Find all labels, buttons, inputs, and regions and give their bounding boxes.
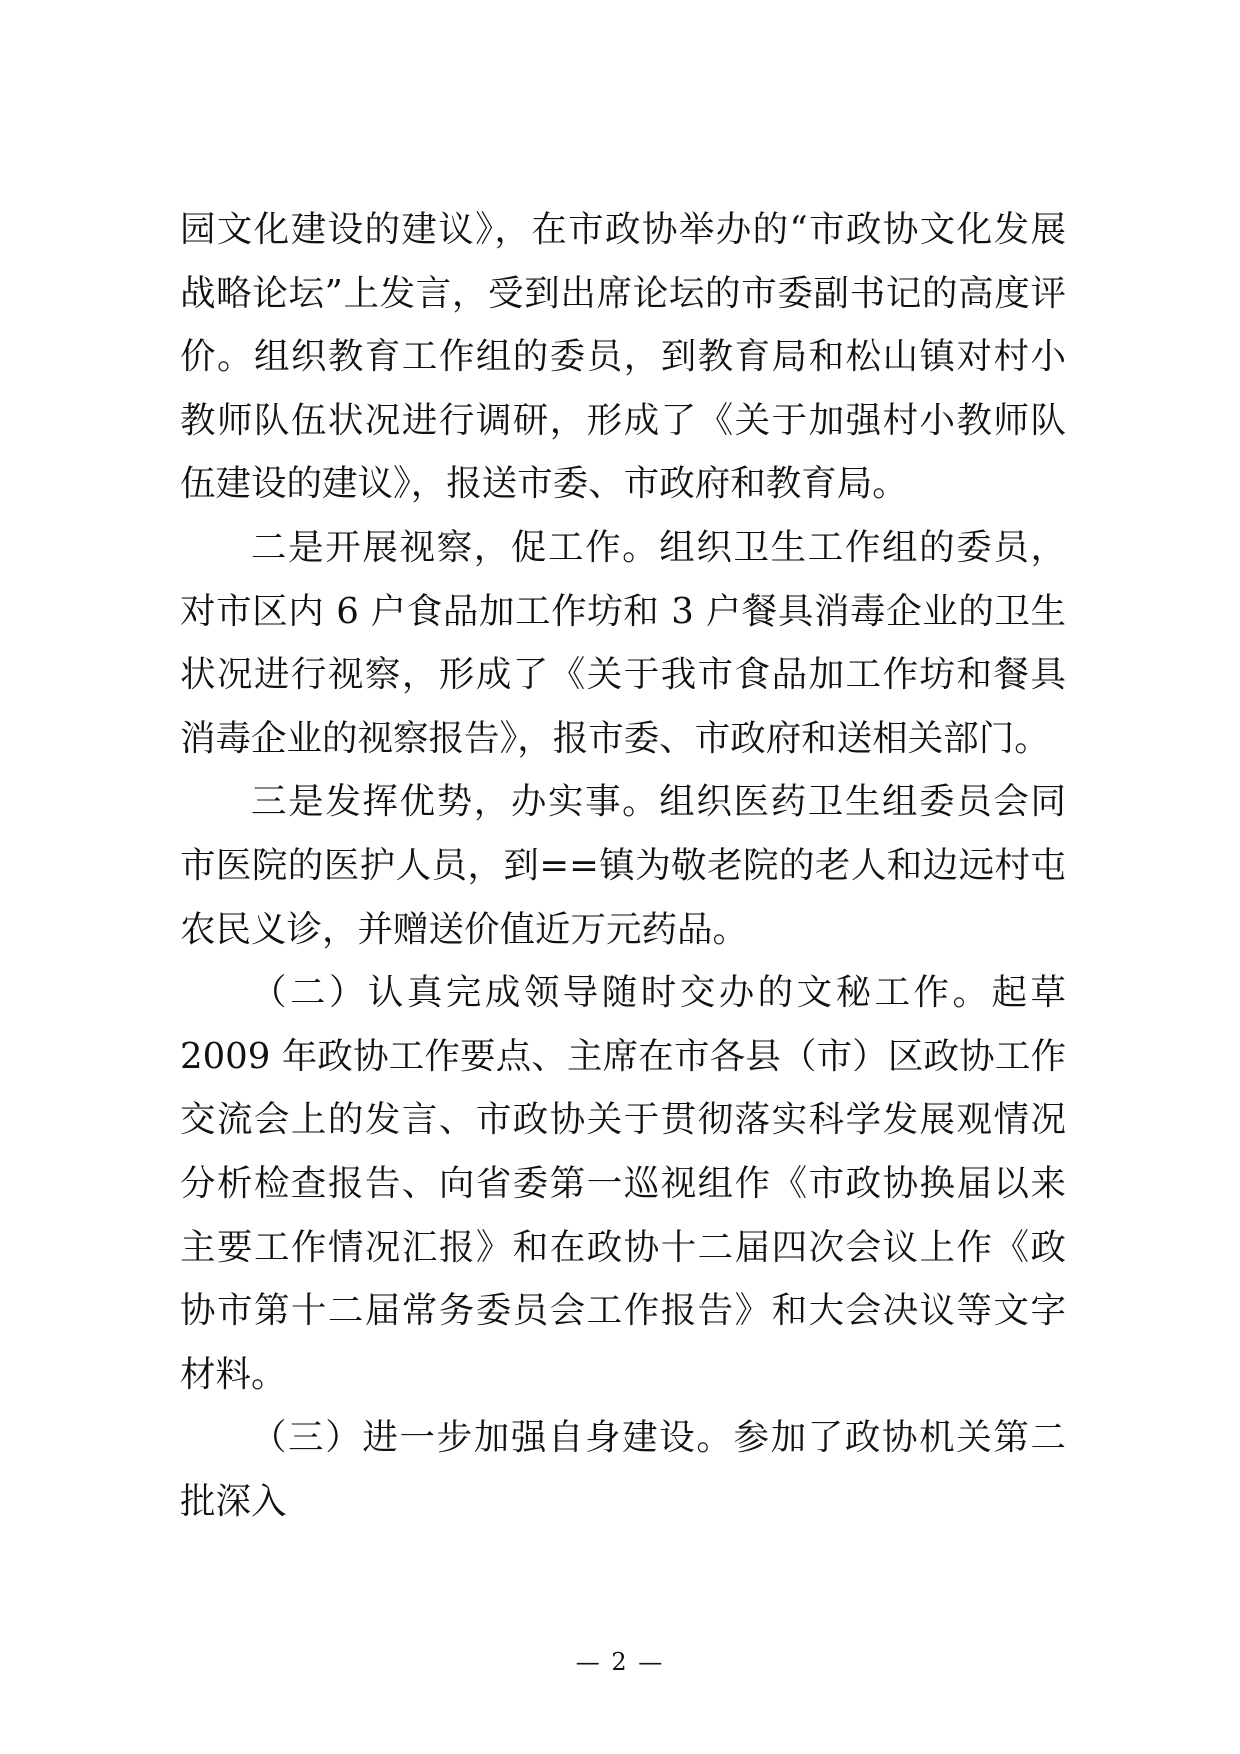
document-body (180, 198, 1066, 1533)
paragraph-secretarial-work: （二）认真完成领导随时交办的文秘工作。起草 2009 年政协工作要点、主席在市各县（市）区政协工作交流会上的发言、市政协关于贯彻落实科学发展观情况分析检查报告、向省委第一巡视组作《市政协换届以来主要工作情况汇报》和在政协十二届四次会议上作《政协市第十二届常务委员会工作报告》和大会决议等文字材料。 (180, 972, 1066, 1395)
page-number: — 2 — (575, 1648, 665, 1676)
paragraph-self-construction: （三）进一步加强自身建设。参加了政协机关第二批深入 (180, 1417, 1066, 1522)
paragraph-free-clinic: 三是发挥优势，办实事。组织医药卫生组委员会同市医院的医护人员，到==镇为敬老院的老人和边远村屯农民义诊，并赠送价值近万元药品。 (180, 781, 1066, 950)
paragraph-continuation: 园文化建设的建议》，在市政协举办的“市政协文化发展战略论坛”上发言，受到出席论坛的市委副书记的高度评价。组织教育工作组的委员，到教育局和松山镇对村小教师队伍状况进行调研，形成了《关于加强村小教师队伍建设的建议》，报送市委、市政府和教育局。 (180, 209, 1066, 505)
paragraph-inspection: 二是开展视察，促工作。组织卫生工作组的委员，对市区内 6 户食品加工作坊和 3 户餐具消毒企业的卫生状况进行视察，形成了《关于我市食品加工作坊和餐具消毒企业的视察报告》，报市委、市政府和送相关部门。 (180, 526, 1066, 759)
